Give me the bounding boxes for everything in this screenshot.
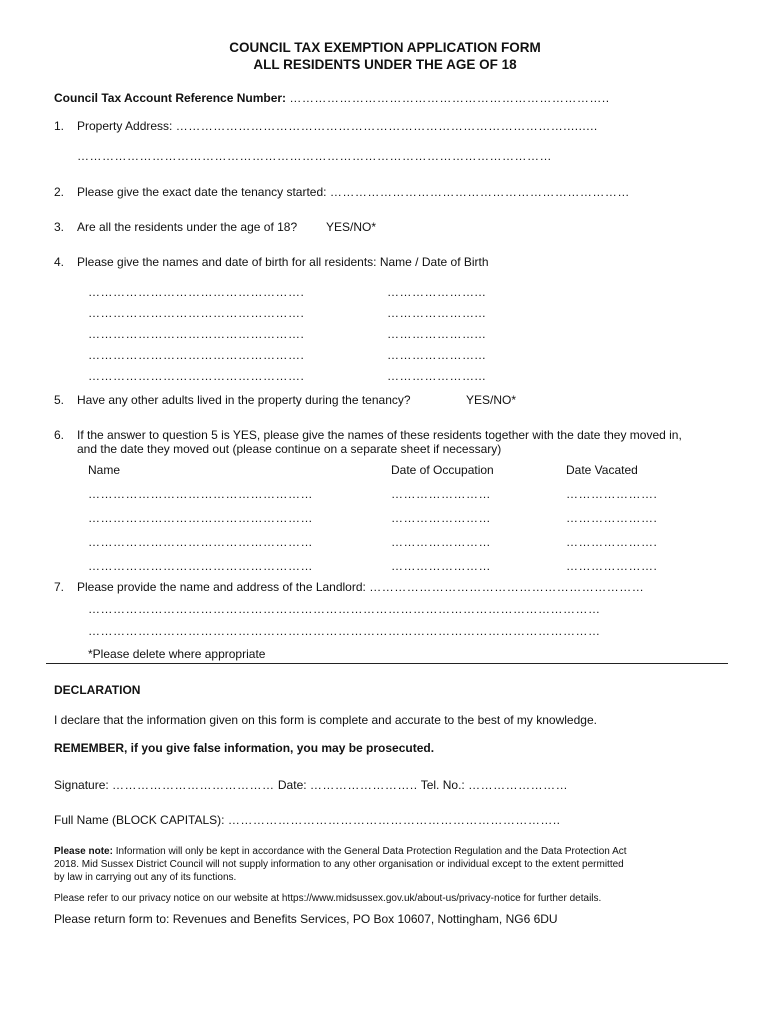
q1-address-field-2[interactable]: ……………………………………………………………………………………………………	[77, 149, 552, 163]
account-ref-label: Council Tax Account Reference Number:	[54, 91, 287, 105]
q2-label: Please give the exact date the tenancy started:	[77, 185, 327, 199]
q7-landlord-field-3[interactable]: ……………………………………………………………………………………………………………	[88, 624, 601, 638]
return-address: Please return form to: Revenues and Benefits Services, PO Box 10607, Nottingham, NG6 6DU	[54, 912, 558, 926]
q1-address-field[interactable]: ………………………………………………………………………………….........	[175, 119, 598, 133]
q4-name-field[interactable]: …………………………………………….	[88, 348, 305, 362]
q1-label: Property Address:	[77, 119, 173, 133]
declaration-heading: DECLARATION	[54, 683, 141, 697]
full-name-field[interactable]: ……………………………………………………………………..	[227, 813, 561, 827]
q4-label: Please give the names and date of birth for all residents: Name / Date of Birth	[77, 255, 489, 269]
q1-number: 1.	[54, 119, 65, 133]
q4-dob-field[interactable]: …………………...	[387, 327, 487, 341]
q7-landlord-field-2[interactable]: ……………………………………………………………………………………………………………	[88, 602, 601, 616]
q6-name-field[interactable]: ………………………………………………	[88, 535, 313, 549]
q4-dob-field[interactable]: …………………...	[387, 285, 487, 299]
q1-row	[77, 119, 598, 133]
q6-occupation-field[interactable]: ……………………	[391, 511, 491, 525]
please-note-label: Please note:	[54, 846, 113, 857]
date-label: Date:	[277, 778, 307, 792]
delete-note: *Please delete where appropriate	[88, 647, 266, 661]
form-title-line1: COUNCIL TAX EXEMPTION APPLICATION FORM	[229, 40, 541, 55]
q4-name-field[interactable]: …………………………………………….	[88, 285, 305, 299]
q6-name-field[interactable]: ………………………………………………	[88, 511, 313, 525]
date-field[interactable]: ……………………..	[309, 778, 418, 792]
full-name-row	[54, 813, 561, 827]
declaration-warning: REMEMBER, if you give false information, you may be prosecuted.	[54, 741, 435, 755]
q2-row	[77, 185, 630, 199]
full-name-label: Full Name (BLOCK CAPITALS):	[54, 813, 225, 827]
q6-number: 6.	[54, 428, 65, 442]
section-divider	[46, 663, 728, 664]
q2-date-field[interactable]: ………………………………………………………………	[329, 185, 630, 199]
signature-row	[54, 778, 568, 792]
q4-name-field[interactable]: …………………………………………….	[88, 369, 305, 383]
q4-number: 4.	[54, 255, 65, 269]
q5-number: 5.	[54, 393, 65, 407]
form-title-line2: ALL RESIDENTS UNDER THE AGE OF 18	[253, 57, 517, 72]
q6-col-vacated: Date Vacated	[566, 463, 638, 477]
declaration-text: I declare that the information given on this form is complete and accurate to the best of my knowledge.	[54, 713, 597, 727]
q6-vacated-field[interactable]: ………………….	[566, 511, 658, 525]
q6-label-line2: and the date they moved out (please continue on a separate sheet if necessary)	[77, 442, 502, 456]
account-ref-row	[54, 91, 610, 105]
q6-vacated-field[interactable]: ………………….	[566, 535, 658, 549]
q2-number: 2.	[54, 185, 65, 199]
q5-yes-no[interactable]: YES/NO*	[466, 393, 517, 407]
account-ref-field[interactable]: …………………………………………………………………..	[289, 91, 610, 105]
q6-occupation-field[interactable]: ……………………	[391, 559, 491, 573]
q6-occupation-field[interactable]: ……………………	[391, 487, 491, 501]
q4-name-field[interactable]: …………………………………………….	[88, 327, 305, 341]
q7-row	[77, 580, 644, 594]
q6-col-occupation: Date of Occupation	[391, 463, 494, 477]
q6-label-line1: If the answer to question 5 is YES, please give the names of these residents together with the date they moved in,	[77, 428, 682, 442]
q4-dob-field[interactable]: …………………...	[387, 369, 487, 383]
q7-number: 7.	[54, 580, 65, 594]
q7-label: Please provide the name and address of the Landlord:	[77, 580, 366, 594]
q6-vacated-field[interactable]: ………………….	[566, 487, 658, 501]
q6-occupation-field[interactable]: ……………………	[391, 535, 491, 549]
q6-vacated-field[interactable]: ………………….	[566, 559, 658, 573]
please-note-line1	[54, 846, 627, 857]
q3-yes-no[interactable]: YES/NO*	[326, 220, 377, 234]
please-note-line3: by law in carrying out any of its functions.	[54, 872, 237, 883]
signature-field[interactable]: …………………………………	[112, 778, 275, 792]
q3-label: Are all the residents under the age of 18?	[77, 220, 298, 234]
q6-name-field[interactable]: ………………………………………………	[88, 559, 313, 573]
q6-col-name: Name	[88, 463, 121, 477]
q6-name-field[interactable]: ………………………………………………	[88, 487, 313, 501]
q4-dob-field[interactable]: …………………...	[387, 306, 487, 320]
please-note-text-1: Information will only be kept in accordance with the General Data Protection Regulation and the Data Protection Act	[112, 846, 627, 857]
q3-number: 3.	[54, 220, 65, 234]
signature-label: Signature:	[54, 778, 109, 792]
tel-label: Tel. No.:	[420, 778, 465, 792]
please-note-line2: 2018. Mid Sussex District Council will not supply information to any other organisation or individual except to the extent permitted	[54, 859, 624, 870]
q4-name-field[interactable]: …………………………………………….	[88, 306, 305, 320]
q5-label: Have any other adults lived in the property during the tenancy?	[77, 393, 411, 407]
tel-field[interactable]: ……………………	[468, 778, 569, 792]
q7-landlord-field[interactable]: …………………………………………………………	[369, 580, 645, 594]
privacy-notice: Please refer to our privacy notice on our website at https://www.midsussex.gov.uk/about-us/privacy-notice for further details.	[54, 893, 602, 904]
q4-dob-field[interactable]: …………………...	[387, 348, 487, 362]
